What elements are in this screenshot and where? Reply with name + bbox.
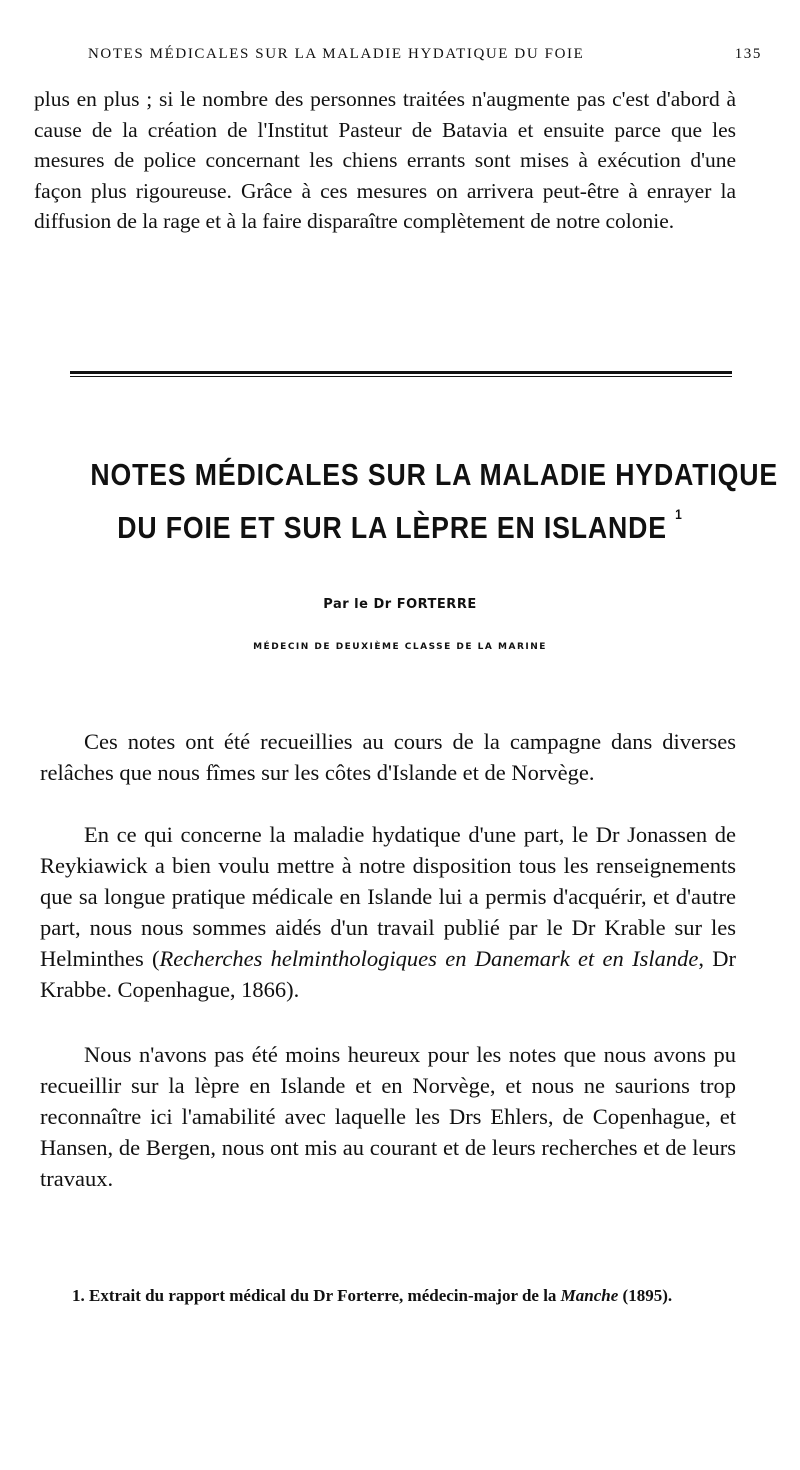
paragraph-1: Ces notes ont été recueillies au cours de la campagne dans diverses relâches que nous fîmes sur les côtes d'Islande et de Norvège. bbox=[40, 729, 736, 785]
paragraph-3: Nous n'avons pas été moins heureux pour les notes que nous avons pu recueillir sur la lèpre en Islande et en Norvège, et nous ne saurions trop reconnaître ici l'amabilité avec laquelle les Drs Ehlers, de Copenhague, et Hansen, de Bergen, nous ont mis au courant et de leurs recherches et de leurs travaux. bbox=[40, 1042, 736, 1191]
author-affiliation: MÉDECIN DE DEUXIÈME CLASSE DE LA MARINE bbox=[253, 642, 547, 652]
paragraph-2-text-b: , Dr Krabbe. Copenhague, 1866). bbox=[40, 945, 736, 1002]
page-number: 135 bbox=[734, 46, 762, 62]
paragraph-2 bbox=[40, 820, 736, 1005]
running-head-title: NOTES MÉDICALES SUR LA MALADIE HYDATIQUE DU FOIE bbox=[88, 46, 585, 62]
byline: Par le Dr FORTERRE bbox=[323, 597, 477, 612]
footnote-mark: 1 bbox=[675, 506, 683, 522]
section-divider bbox=[70, 371, 732, 374]
section-divider-thin bbox=[70, 376, 732, 377]
footnote-text-b: (1895). bbox=[618, 1286, 673, 1305]
footnote bbox=[40, 1285, 756, 1306]
paragraph-2-text-a: En ce qui concerne la maladie hydatique d'une part, le Dr Jonassen de Reykiawick a bien voulu mettre à notre disposition tous les renseignements que sa longue pratique médicale en Islande lui a permis d'acquérir, et d'autre part, nous nous sommes aidés d'un travail publié par le Dr Krable sur les Helminthes ( bbox=[40, 822, 736, 971]
article-title-line2-text: DU FOIE ET SUR LA LÈPRE EN ISLANDE bbox=[117, 510, 667, 545]
previous-article-end: plus en plus ; si le nombre des personnes traitées n'augmente pas c'est d'abord à cause de la création de l'Institut Pasteur de Batavia et ensuite parce que les mesures de police concernant les chiens errants sont mises à exécution d'une façon plus rigoureuse. Grâce à ces mesures on arrivera peut-être à enrayer la diffusion de la rage et à la faire disparaître complètement de notre colonie. bbox=[34, 87, 736, 233]
paragraph-2-italic-title: Recherches helminthologiques en Danemark et en Islande bbox=[159, 945, 699, 971]
footnote-text-a: 1. Extrait du rapport médical du Dr Forterre, médecin-major de la bbox=[72, 1286, 561, 1305]
article-title-line1: NOTES MÉDICALES SUR LA MALADIE HYDATIQUE bbox=[90, 457, 778, 492]
article-title-line2 bbox=[90, 506, 709, 546]
footnote-italic: Manche bbox=[560, 1286, 619, 1305]
